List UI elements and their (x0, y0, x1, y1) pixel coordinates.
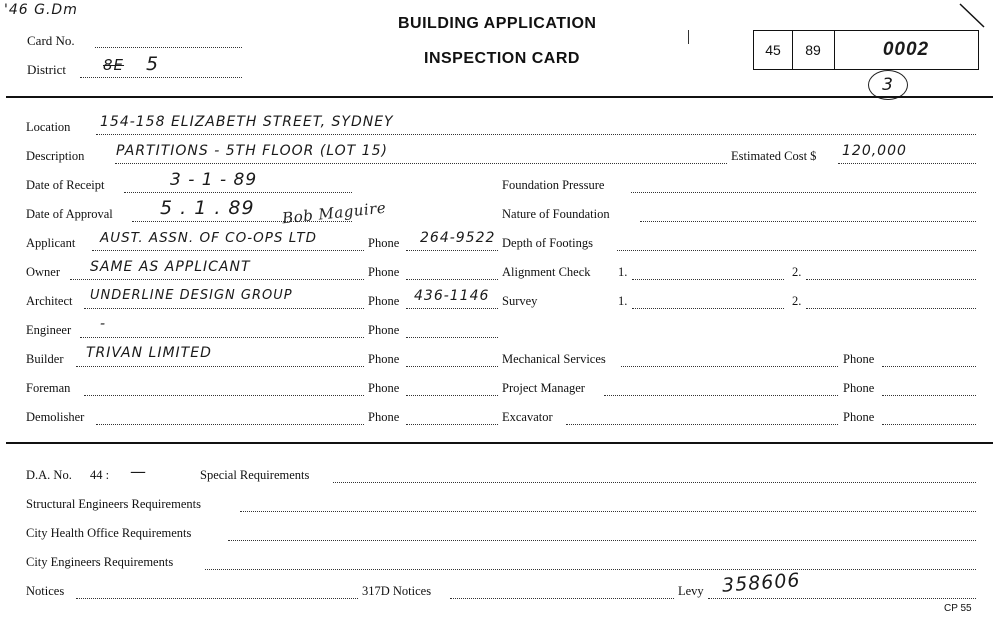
notices-317d-line (450, 598, 674, 599)
foreman-line (84, 395, 364, 396)
location-label: Location (26, 120, 71, 134)
location-value: 154-158 ELIZABETH STREET, SYDNEY (100, 114, 394, 130)
card-number-cell-1: 45 (754, 31, 793, 69)
applicant-label: Applicant (26, 236, 76, 250)
owner-line (70, 279, 364, 280)
builder-phone-line (406, 366, 498, 367)
description-label: Description (26, 149, 85, 163)
owner-phone-label: Phone (368, 265, 400, 279)
alignment-check-2-line (806, 279, 976, 280)
date-approval-value: 5 . 1 . 89 (160, 197, 255, 219)
excavator-label: Excavator (502, 410, 553, 424)
special-requirements-label: Special Requirements (200, 468, 310, 482)
section-rule (6, 442, 993, 444)
levy-line (708, 598, 976, 599)
date-receipt-line (124, 192, 352, 193)
corner-pen-mark (958, 0, 988, 30)
circled-number: 3 (868, 70, 908, 100)
district-struck-value: 8E (103, 56, 125, 74)
demolisher-phone-line (406, 424, 498, 425)
foreman-phone-line (406, 395, 498, 396)
approval-signature: Bob Maguire (281, 198, 387, 228)
project-manager-label: Project Manager (502, 381, 585, 395)
excavator-line (566, 424, 838, 425)
alignment-check-2-label: 2. (792, 265, 802, 279)
da-no-value: 44 : (90, 468, 110, 482)
applicant-phone-label: Phone (368, 236, 400, 250)
foundation-pressure-line (631, 192, 976, 193)
foreman-label: Foreman (26, 381, 71, 395)
estimated-cost-line (838, 163, 976, 164)
applicant-value: AUST. ASSN. OF CO-OPS LTD (100, 230, 317, 246)
excavator-phone-line (882, 424, 976, 425)
architect-phone-label: Phone (368, 294, 400, 308)
nature-foundation-line (640, 221, 976, 222)
owner-phone-line (406, 279, 498, 280)
date-receipt-label: Date of Receipt (26, 178, 105, 192)
project-manager-phone-label: Phone (843, 381, 875, 395)
card-no-line (95, 47, 242, 48)
alignment-check-label: Alignment Check (502, 265, 591, 279)
alignment-check-1-line (632, 279, 784, 280)
depth-footings-label: Depth of Footings (502, 236, 593, 250)
special-requirements-line (333, 482, 976, 483)
builder-line (76, 366, 364, 367)
district-label: District (27, 62, 66, 77)
owner-value: SAME AS APPLICANT (90, 259, 251, 275)
architect-phone-line (406, 308, 498, 309)
foundation-pressure-label: Foundation Pressure (502, 178, 605, 192)
estimated-cost-value: 120,000 (842, 143, 907, 159)
header-rule (6, 96, 993, 98)
header-divider-mark (688, 30, 689, 44)
form-title-line2: INSPECTION CARD (424, 50, 580, 67)
estimated-cost-label: Estimated Cost $ (731, 149, 817, 163)
card-number-box (753, 30, 979, 70)
engineer-value: - (100, 316, 107, 332)
mechanical-phone-line (882, 366, 976, 367)
nature-foundation-label: Nature of Foundation (502, 207, 610, 221)
architect-label: Architect (26, 294, 73, 308)
date-approval-label: Date of Approval (26, 207, 113, 221)
location-line (96, 134, 976, 135)
form-code: CP 55 (944, 603, 972, 614)
demolisher-line (96, 424, 364, 425)
mechanical-phone-label: Phone (843, 352, 875, 366)
applicant-phone-line (406, 250, 498, 251)
date-receipt-value: 3 - 1 - 89 (170, 170, 258, 190)
engineer-line (80, 337, 364, 338)
architect-line (84, 308, 364, 309)
city-engineers-requirements-line (205, 569, 976, 570)
alignment-check-1-label: 1. (618, 265, 628, 279)
levy-label: Levy (678, 584, 704, 598)
mechanical-services-line (621, 366, 838, 367)
mechanical-services-label: Mechanical Services (502, 352, 606, 366)
demolisher-label: Demolisher (26, 410, 85, 424)
applicant-phone-value: 264-9522 (420, 230, 496, 246)
builder-label: Builder (26, 352, 64, 366)
description-line (115, 163, 727, 164)
engineer-label: Engineer (26, 323, 72, 337)
survey-2-line (806, 308, 976, 309)
engineer-phone-line (406, 337, 498, 338)
survey-1-line (632, 308, 784, 309)
architect-phone-value: 436-1146 (414, 288, 490, 304)
notices-line (76, 598, 358, 599)
city-engineers-requirements-label: City Engineers Requirements (26, 555, 174, 569)
applicant-line (92, 250, 364, 251)
form-title-line1: BUILDING APPLICATION (398, 15, 597, 32)
excavator-phone-label: Phone (843, 410, 875, 424)
card-number-cell-2: 89 (792, 31, 835, 69)
da-no-dash: — (130, 462, 147, 481)
health-requirements-line (228, 540, 976, 541)
survey-label: Survey (502, 294, 538, 308)
da-no-label: D.A. No. (26, 468, 72, 482)
architect-value: UNDERLINE DESIGN GROUP (90, 288, 293, 303)
description-value: PARTITIONS - 5TH FLOOR (LOT 15) (116, 143, 388, 159)
demolisher-phone-label: Phone (368, 410, 400, 424)
project-manager-phone-line (882, 395, 976, 396)
health-requirements-label: City Health Office Requirements (26, 526, 192, 540)
district-value: 5 (146, 53, 160, 75)
builder-phone-label: Phone (368, 352, 400, 366)
card-no-label: Card No. (27, 33, 75, 48)
card-number-cell-3: 0002 (882, 39, 930, 60)
top-handwritten-note: '46 G.Dm (4, 2, 78, 18)
survey-2-label: 2. (792, 294, 802, 308)
levy-value: 358606 (721, 569, 802, 597)
notices-317d-label: 317D Notices (362, 584, 432, 598)
foreman-phone-label: Phone (368, 381, 400, 395)
notices-label: Notices (26, 584, 65, 598)
structural-requirements-label: Structural Engineers Requirements (26, 497, 201, 511)
district-line (80, 77, 242, 78)
owner-label: Owner (26, 265, 61, 279)
depth-footings-line (617, 250, 976, 251)
builder-value: TRIVAN LIMITED (86, 345, 212, 361)
survey-1-label: 1. (618, 294, 628, 308)
engineer-phone-label: Phone (368, 323, 400, 337)
project-manager-line (604, 395, 838, 396)
structural-requirements-line (240, 511, 976, 512)
